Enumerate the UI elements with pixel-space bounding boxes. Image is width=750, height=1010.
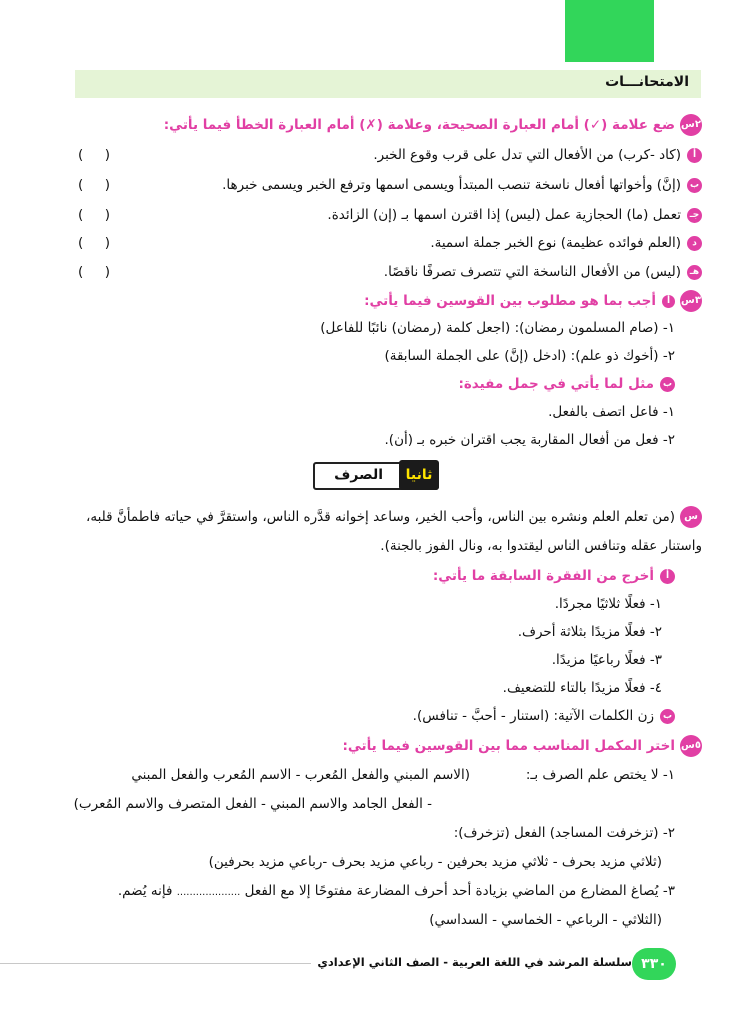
page-title: الامتحانـــات	[605, 74, 689, 90]
item-marker: أ	[687, 148, 702, 163]
q3a-item: ١- (صام المسلمون رمضان): (اجعل كلمة (رمضان) نائبًا للفاعل)	[320, 320, 675, 336]
answer-paren[interactable]: ( )	[78, 235, 110, 251]
page-number: ٣٣٠	[632, 948, 676, 980]
item-marker: ب	[660, 377, 675, 392]
q5-instruction: اختر المكمل المناسب مما بين القوسين فيما يأتي:	[342, 738, 675, 754]
q5-options: (ثلاثي مزيد بحرف - ثلاثي مزيد بحرفين - رباعي مزيد بحرف -رباعي مزيد بحرفين)	[208, 854, 662, 870]
q3b-instruction: مثل لما يأتي في جمل مفيدة:	[458, 376, 654, 392]
corner-tab	[565, 0, 654, 62]
q5-item-lead: ٢- (تزخرفت المساجد) الفعل (تزخرف):	[453, 825, 675, 841]
section-heading	[313, 462, 439, 490]
q3-instruction: أجب بما هو مطلوب بين القوسين فيما يأتي:	[364, 293, 656, 309]
item-text: (إنَّ) وأخواتها أفعال ناسخة تنصب المبتدأ ويسمى اسمها وترفع الخبر ويسمى خبرها.	[222, 177, 681, 193]
answer-paren[interactable]: ( )	[78, 207, 110, 223]
answer-blank[interactable]: ....................	[176, 887, 241, 898]
q4a-instruction: أخرج من الفقرة السابقة ما يأتي:	[432, 568, 654, 584]
q2-item	[222, 175, 702, 195]
q5-heading	[342, 735, 702, 757]
item-marker: أ	[660, 569, 675, 584]
question-badge: ٢س	[680, 114, 702, 136]
section-tag: ثانيا	[399, 460, 439, 490]
item-marker: ب	[660, 709, 675, 724]
q2-item	[430, 233, 702, 253]
q4a-item: ٤- فعلًا مزيدًا بالتاء للتضعيف.	[502, 680, 662, 696]
q2-item	[373, 145, 702, 165]
answer-paren[interactable]: ( )	[78, 264, 110, 280]
q3b-heading	[458, 374, 675, 394]
q4a-heading	[433, 566, 675, 586]
question-badge: ٣س	[680, 290, 702, 312]
q2-item	[327, 205, 702, 225]
q5-options: (الاسم المبني والفعل المُعرب - الاسم المُعرب والفعل المبني	[131, 767, 470, 783]
answer-paren[interactable]: ( )	[78, 147, 110, 163]
item-marker: جـ	[687, 208, 702, 223]
item-text: (ليس) من الأفعال الناسخة التي تتصرف تصرفًا ناقصًا.	[383, 264, 681, 280]
q3a-item: ٢- (أخوك ذو علم): (ادخل (إنَّ) على الجملة السابقة)	[384, 348, 675, 364]
footer-series: سلسلة المرشد في اللغة العربية - الصف الثاني الإعدادي	[311, 955, 638, 969]
q5-options: - الفعل الجامد والاسم المبني - الفعل المتصرف والاسم المُعرب)	[73, 796, 432, 812]
q2-heading	[164, 114, 702, 136]
q4b-text: زن الكلمات الآتية: (استنار - أحبَّ - تنافس).	[412, 708, 654, 724]
q5-item-lead: ١- لا يختص علم الصرف بـ:	[525, 767, 675, 783]
item-marker: أ	[662, 295, 675, 308]
q5-item	[118, 881, 675, 903]
answer-paren[interactable]: ( )	[78, 177, 110, 193]
passage-line: واستنار عقله وتنافس الناس ليقتدوا به، ونال الفوز بالجنة).	[380, 538, 702, 554]
item-text: (كاد -كرب) من الأفعال التي تدل على قرب وقوع الخبر.	[373, 147, 681, 163]
q5-item-lead: ٣- يُصاغ المضارع من الماضي بزيادة أحد أحرف المضارعة مفتوحًا إلا مع الفعل	[244, 883, 675, 899]
q3b-item: ١- فاعل اتصف بالفعل.	[548, 404, 675, 420]
q4a-item: ١- فعلًا ثلاثيًا مجردًا.	[554, 596, 662, 612]
header-bar	[75, 70, 701, 98]
q4-passage	[86, 506, 702, 528]
item-text: (العلم فوائده عظيمة) نوع الخبر جملة اسمية.	[430, 235, 681, 251]
passage-line: (من تعلم العلم ونشره بين الناس، وأحب الخير، وساعد إخوانه قدَّره الناس، واستقرَّ في حياته فاطمأنَّ قلبه،	[86, 509, 675, 525]
question-badge: س	[680, 506, 702, 528]
q2-item	[384, 262, 702, 282]
q2-instruction: ضع علامة (✓) أمام العبارة الصحيحة، وعلامة (✗) أمام العبارة الخطأ فيما يأتي:	[163, 117, 675, 133]
q3-heading	[364, 290, 702, 312]
item-marker: ب	[687, 178, 702, 193]
q5-item-end: فإنه يُضم.	[117, 883, 173, 899]
q4a-item: ٣- فعلًا رباعيًا مزيدًا.	[551, 652, 662, 668]
q5-options: (الثلاثي - الرباعي - الخماسي - السداسي)	[429, 912, 662, 928]
question-badge: ٥س	[680, 735, 702, 757]
item-marker: د	[687, 236, 702, 251]
q4b-item	[413, 706, 675, 726]
item-text: تعمل (ما) الحجازية عمل (ليس) إذا اقترن اسمها بـ (إن) الزائدة.	[327, 207, 681, 223]
item-marker: هـ	[687, 265, 702, 280]
q3b-item: ٢- فعل من أفعال المقاربة يجب اقتران خبره بـ (أن).	[384, 432, 675, 448]
q4a-item: ٢- فعلًا مزيدًا بثلاثة أحرف.	[517, 624, 662, 640]
section-name: الصرف	[334, 467, 383, 483]
